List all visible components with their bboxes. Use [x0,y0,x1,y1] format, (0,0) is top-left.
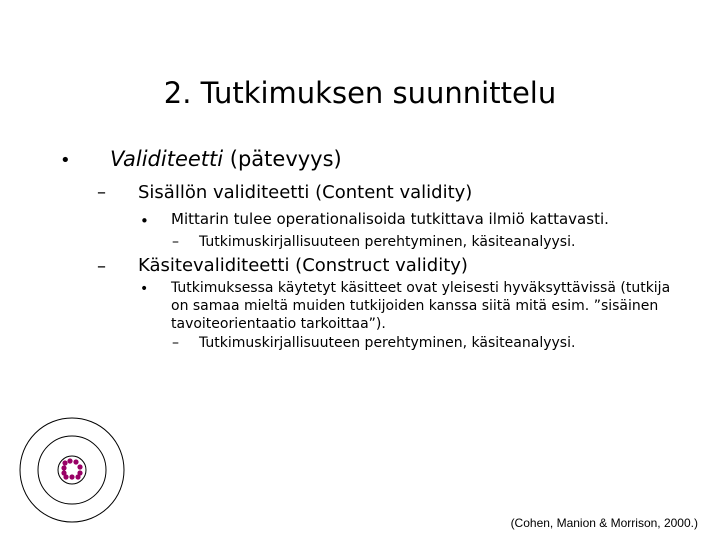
dash-marker: – [172,234,179,250]
dash-marker: – [172,335,179,351]
target-dot [61,465,66,470]
citation: (Cohen, Manion & Morrison, 2000.) [510,516,698,530]
section-heading-content-validity: Sisällön validiteetti (Content validity) [138,182,473,203]
main-bullet-term: Validiteetti [110,147,224,171]
sub-point-text: Tutkimuskirjallisuuteen perehtyminen, käsiteanalyysi. [199,234,576,250]
section-heading-construct-validity: Käsitevaliditeetti (Construct validity) [138,255,468,276]
point-text: Tutkimuksessa käytetyt käsitteet ovat yleisesti hyväksyttävissä (tutkija on samaa mieltä muiden tutkijoiden kanssa siitä mitä esim. ”sisäinen tavoiteorientaatio tarkoittaa”). [171,280,671,332]
dash-marker: – [97,182,106,203]
slide-title: 2. Tutkimuksen suunnittelu [163,76,557,110]
target-dot [62,460,67,465]
dash-marker: – [97,256,106,277]
bullet-marker: • [140,281,149,297]
bullet-marker: • [140,212,149,230]
main-bullet-rest: (pätevyys) [223,147,342,171]
target-icon [18,417,126,525]
target-dot [77,464,82,469]
main-bullet [110,147,342,171]
target-dot [63,474,68,479]
target-dot [67,458,72,463]
target-dot [73,459,78,464]
bullet-marker: • [60,150,71,171]
target-dot [75,474,80,479]
point-text: Mittarin tulee operationalisoida tutkittava ilmiö kattavasti. [171,210,609,228]
sub-point-text: Tutkimuskirjallisuuteen perehtyminen, käsiteanalyysi. [199,335,576,351]
target-dot [69,474,74,479]
